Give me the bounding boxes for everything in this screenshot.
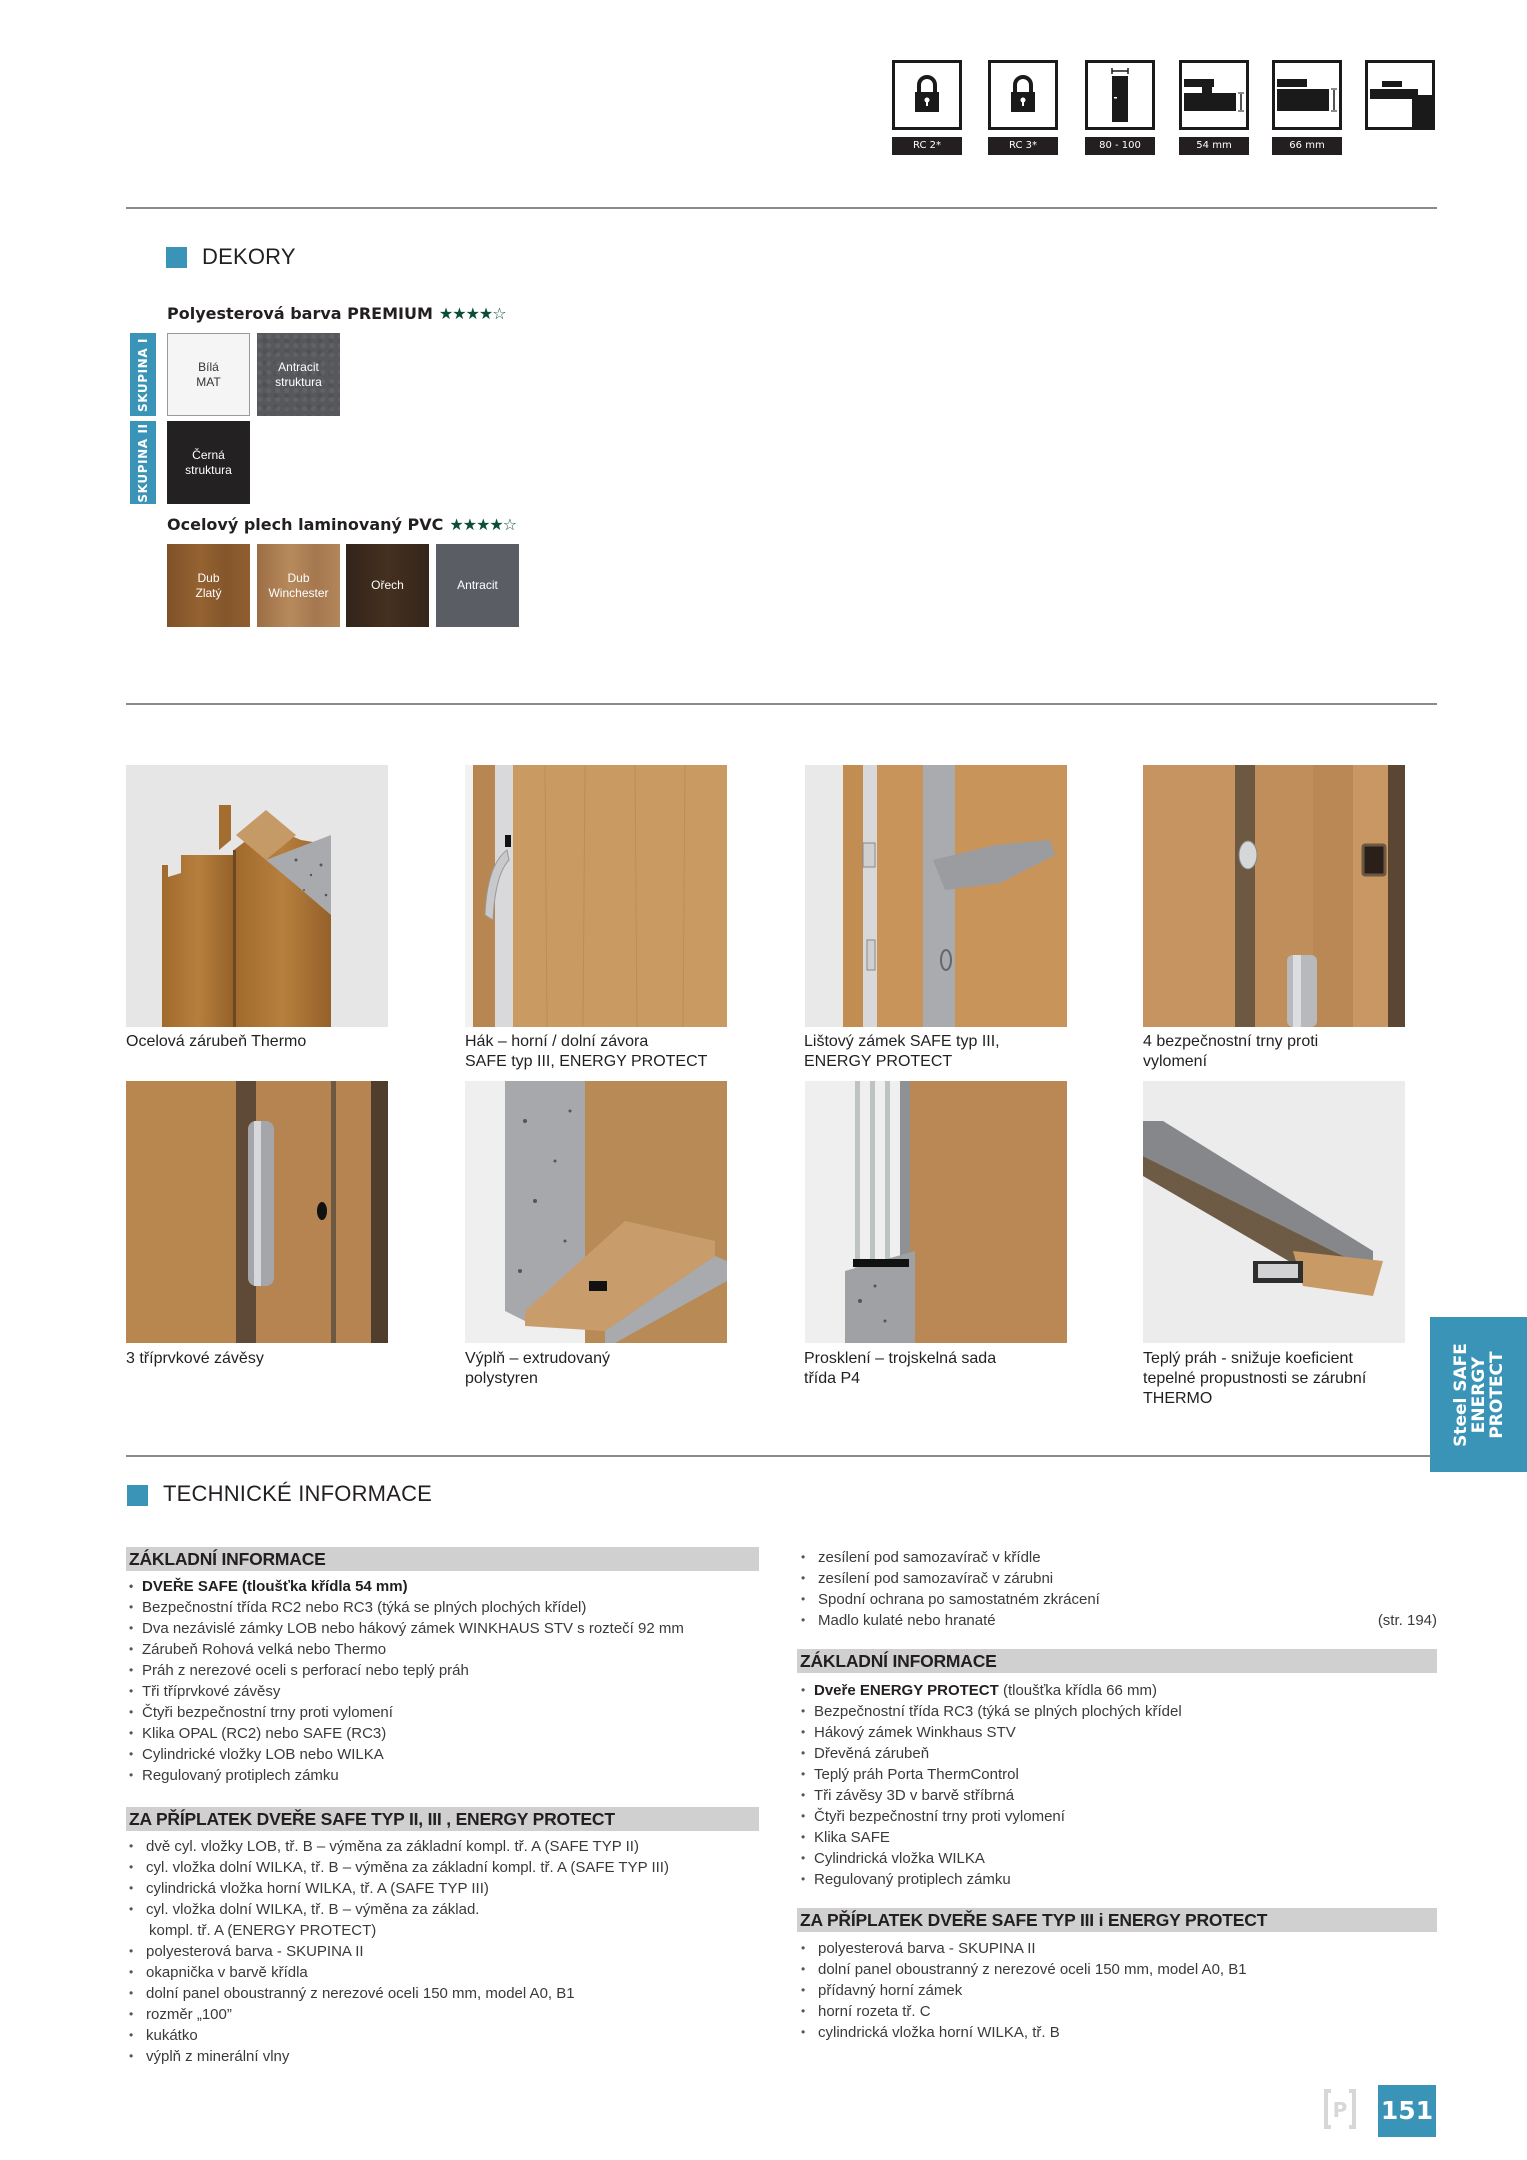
swatch-bila-mat[interactable] [167, 333, 250, 416]
list-item: • Cylindrická vložka WILKA [800, 1848, 1182, 1869]
list-item: • polyesterová barva - SKUPINA II [128, 1941, 669, 1962]
swatch-label: struktura [185, 462, 232, 477]
accessories-list [800, 1547, 1437, 1631]
list-item: • rozměr „100” [128, 2004, 669, 2025]
swatch-label: Ořech [371, 578, 404, 592]
basic-info-list-energy [800, 1680, 1182, 1890]
list-item: • DVEŘE SAFE (tloušťka křídla 54 mm) [128, 1576, 684, 1597]
divider [126, 703, 1437, 705]
list-item: • Hákový zámek Winkhaus STV [800, 1722, 1182, 1743]
photo-caption: Teplý práh - snižuje koeficient tepelné propustnosti se zárubní THERMO [1143, 1350, 1367, 1407]
swatch-label: Antracit [278, 359, 319, 374]
padlock-icon [892, 60, 962, 130]
page-number: 151 [1378, 2085, 1436, 2137]
surcharge-list [128, 1836, 669, 2067]
threshold-icon [1365, 60, 1435, 130]
list-item [800, 1680, 1182, 1701]
surcharge-heading-energy: ZA PŘÍPLATEK DVEŘE SAFE TYP III i ENERGY PROTECT [797, 1908, 1437, 1932]
icon-label: RC 3* [988, 137, 1058, 155]
swatch-label: Dub [197, 570, 220, 585]
list-item: • Tři závěsy 3D v barvě stříbrná [800, 1785, 1182, 1806]
basic-info-heading: ZÁKLADNÍ INFORMACE [126, 1547, 759, 1571]
pvc-heading-text: Ocelový plech laminovaný PVC [167, 515, 444, 534]
list-item: • přídavný horní zámek [800, 1980, 1247, 2001]
section-title-tech: TECHNICKÉ INFORMACE [163, 1481, 433, 1506]
svg-text:P: P [1332, 2098, 1348, 2122]
door-thickness-icon [1272, 60, 1342, 130]
swatch-antracit-struktura[interactable] [257, 333, 340, 416]
door-width-icon [1085, 60, 1155, 130]
swatch-label: Dub [287, 570, 310, 585]
chapter-tab-label: PROTECT [1486, 1350, 1507, 1439]
surcharge-heading: ZA PŘÍPLATEK DVEŘE SAFE TYP II, III , ENERGY PROTECT [126, 1807, 759, 1831]
photo-polystyrene-filler [465, 1081, 727, 1343]
list-item: • kukátko [128, 2025, 669, 2046]
chapter-tab[interactable] [1430, 1317, 1527, 1472]
page-reference[interactable]: (str. 194) [1377, 1612, 1437, 1629]
rating-stars: ★★★★☆ [449, 515, 517, 534]
list-item: • Klika SAFE [800, 1827, 1182, 1848]
swatch-label: struktura [275, 374, 322, 389]
photo-caption: Ocelová zárubeň Thermo [126, 1033, 307, 1050]
section-marker [127, 1485, 148, 1506]
swatch-label: Černá [192, 447, 225, 462]
list-item: • dolní panel oboustranný z nerezové oceli 150 mm, model A0, B1 [128, 1983, 669, 2004]
icon-label: 80 - 100 [1085, 137, 1155, 155]
list-item: • Regulovaný protiplech zámku [128, 1765, 684, 1786]
section-title-dekory: DEKORY [202, 244, 296, 269]
section-marker [166, 247, 187, 268]
swatch-dub-zlaty[interactable] [167, 544, 250, 627]
photo-triple-glazing [805, 1081, 1067, 1343]
list-item-bold: Dveře ENERGY PROTECT [814, 1682, 999, 1699]
rating-stars: ★★★★☆ [438, 304, 506, 323]
chapter-tab-label: ENERGY [1468, 1356, 1489, 1433]
list-item: • dolní panel oboustranný z nerezové oceli 150 mm, model A0, B1 [800, 1959, 1247, 1980]
photo-caption: 4 bezpečnostní trny proti vylomení [1143, 1033, 1319, 1070]
list-item: • Teplý práh Porta ThermControl [800, 1764, 1182, 1785]
list-item-text: (tloušťka křídla 66 mm) [998, 1682, 1157, 1699]
swatch-antracit[interactable] [436, 544, 519, 627]
swatch-label: Antracit [457, 578, 498, 592]
list-item: • cylindrická vložka horní WILKA, tř. B [800, 2022, 1247, 2043]
list-item: • cyl. vložka dolní WILKA, tř. B – výměna za základ. [128, 1899, 669, 1920]
group-label-skupina-1: SKUPINA I [130, 333, 156, 416]
swatch-label: Zlatý [195, 585, 222, 600]
swatch-cerna-struktura[interactable] [167, 421, 250, 504]
group-label-skupina-2: SKUPINA II [130, 421, 156, 504]
polyester-heading-text: Polyesterová barva PREMIUM [167, 304, 433, 323]
icon-label: 66 mm [1272, 137, 1342, 155]
list-item: • Čtyři bezpečnostní trny proti vylomení [128, 1702, 684, 1723]
polyester-heading [167, 304, 506, 323]
divider [126, 207, 1437, 209]
list-item: • Klika OPAL (RC2) nebo SAFE (RC3) [128, 1723, 684, 1744]
photo-hook-lock [465, 765, 727, 1027]
photo-strip-lock [805, 765, 1067, 1027]
list-item-text: Madlo kulaté nebo hranaté [818, 1612, 996, 1629]
chapter-tab-label: Steel SAFE [1450, 1342, 1471, 1447]
list-item: • Čtyři bezpečnostní trny proti vylomení [800, 1806, 1182, 1827]
list-item: • polyesterová barva - SKUPINA II [800, 1938, 1247, 1959]
basic-info-list [128, 1576, 684, 1786]
photo-anti-break-pins [1143, 765, 1405, 1027]
list-item: • zesílení pod samozavírač v křídle [800, 1547, 1437, 1568]
list-item: • dvě cyl. vložky LOB, tř. B – výměna za základní kompl. tř. A (SAFE TYP II) [128, 1836, 669, 1857]
list-item: • Regulovaný protiplech zámku [800, 1869, 1182, 1890]
door-thickness-icon [1179, 60, 1249, 130]
photo-caption: Prosklení – trojskelná sada třída P4 [804, 1350, 997, 1387]
swatch-label: MAT [196, 374, 221, 389]
photo-caption: Výplň – extrudovaný polystyren [465, 1350, 610, 1387]
swatch-orech[interactable] [346, 544, 429, 627]
list-item: • Práh z nerezové oceli s perforací nebo teplý práh [128, 1660, 684, 1681]
icon-label: 54 mm [1179, 137, 1249, 155]
list-item: • Tři tříprvkové závěsy [128, 1681, 684, 1702]
list-item: • zesílení pod samozavírač v zárubni [800, 1568, 1437, 1589]
list-item: • Bezpečnostní třída RC3 (týká se plných plochých křídel [800, 1701, 1182, 1722]
swatch-dub-winchester[interactable] [257, 544, 340, 627]
list-item: • cyl. vložka dolní WILKA, tř. B – výměna za základní kompl. tř. A (SAFE TYP III) [128, 1857, 669, 1878]
padlock-icon [988, 60, 1058, 130]
pvc-heading [167, 515, 516, 534]
list-item-continuation: kompl. tř. A (ENERGY PROTECT) [149, 1922, 377, 1939]
list-item: • cylindrická vložka horní WILKA, tř. A (SAFE TYP III) [128, 1878, 669, 1899]
list-item: • Cylindrické vložky LOB nebo WILKA [128, 1744, 684, 1765]
photo-caption: 3 tříprvkové závěsy [126, 1350, 264, 1367]
swatch-label: Bílá [198, 359, 219, 374]
list-item: • okapnička v barvě křídla [128, 1962, 669, 1983]
list-item: • horní rozeta tř. C [800, 2001, 1247, 2022]
list-item: • výplň z minerální vlny [128, 2046, 669, 2067]
list-item: • Spodní ochrana po samostatném zkrácení [800, 1589, 1437, 1610]
brand-logo [1322, 2087, 1358, 2131]
list-item [800, 1610, 1437, 1631]
photo-caption: Hák – horní / dolní závora SAFE typ III, ENERGY PROTECT [465, 1033, 708, 1070]
basic-info-heading-energy: ZÁKLADNÍ INFORMACE [797, 1649, 1437, 1673]
list-item: • Bezpečnostní třída RC2 nebo RC3 (týká se plných plochých křídel) [128, 1597, 684, 1618]
surcharge-list-energy [800, 1938, 1247, 2043]
divider [126, 1455, 1431, 1457]
photo-caption: Lištový zámek SAFE typ III, ENERGY PROTECT [804, 1033, 1000, 1070]
icon-label: RC 2* [892, 137, 962, 155]
photo-frame-thermo [126, 765, 388, 1027]
list-item: • Dva nezávislé zámky LOB nebo hákový zámek WINKHAUS STV s roztečí 92 mm [128, 1618, 684, 1639]
swatch-label: Winchester [268, 585, 329, 600]
list-item: • Zárubeň Rohová velká nebo Thermo [128, 1639, 684, 1660]
photo-warm-threshold [1143, 1081, 1405, 1343]
list-item: • Dřevěná zárubeň [800, 1743, 1182, 1764]
photo-hinges [126, 1081, 388, 1343]
